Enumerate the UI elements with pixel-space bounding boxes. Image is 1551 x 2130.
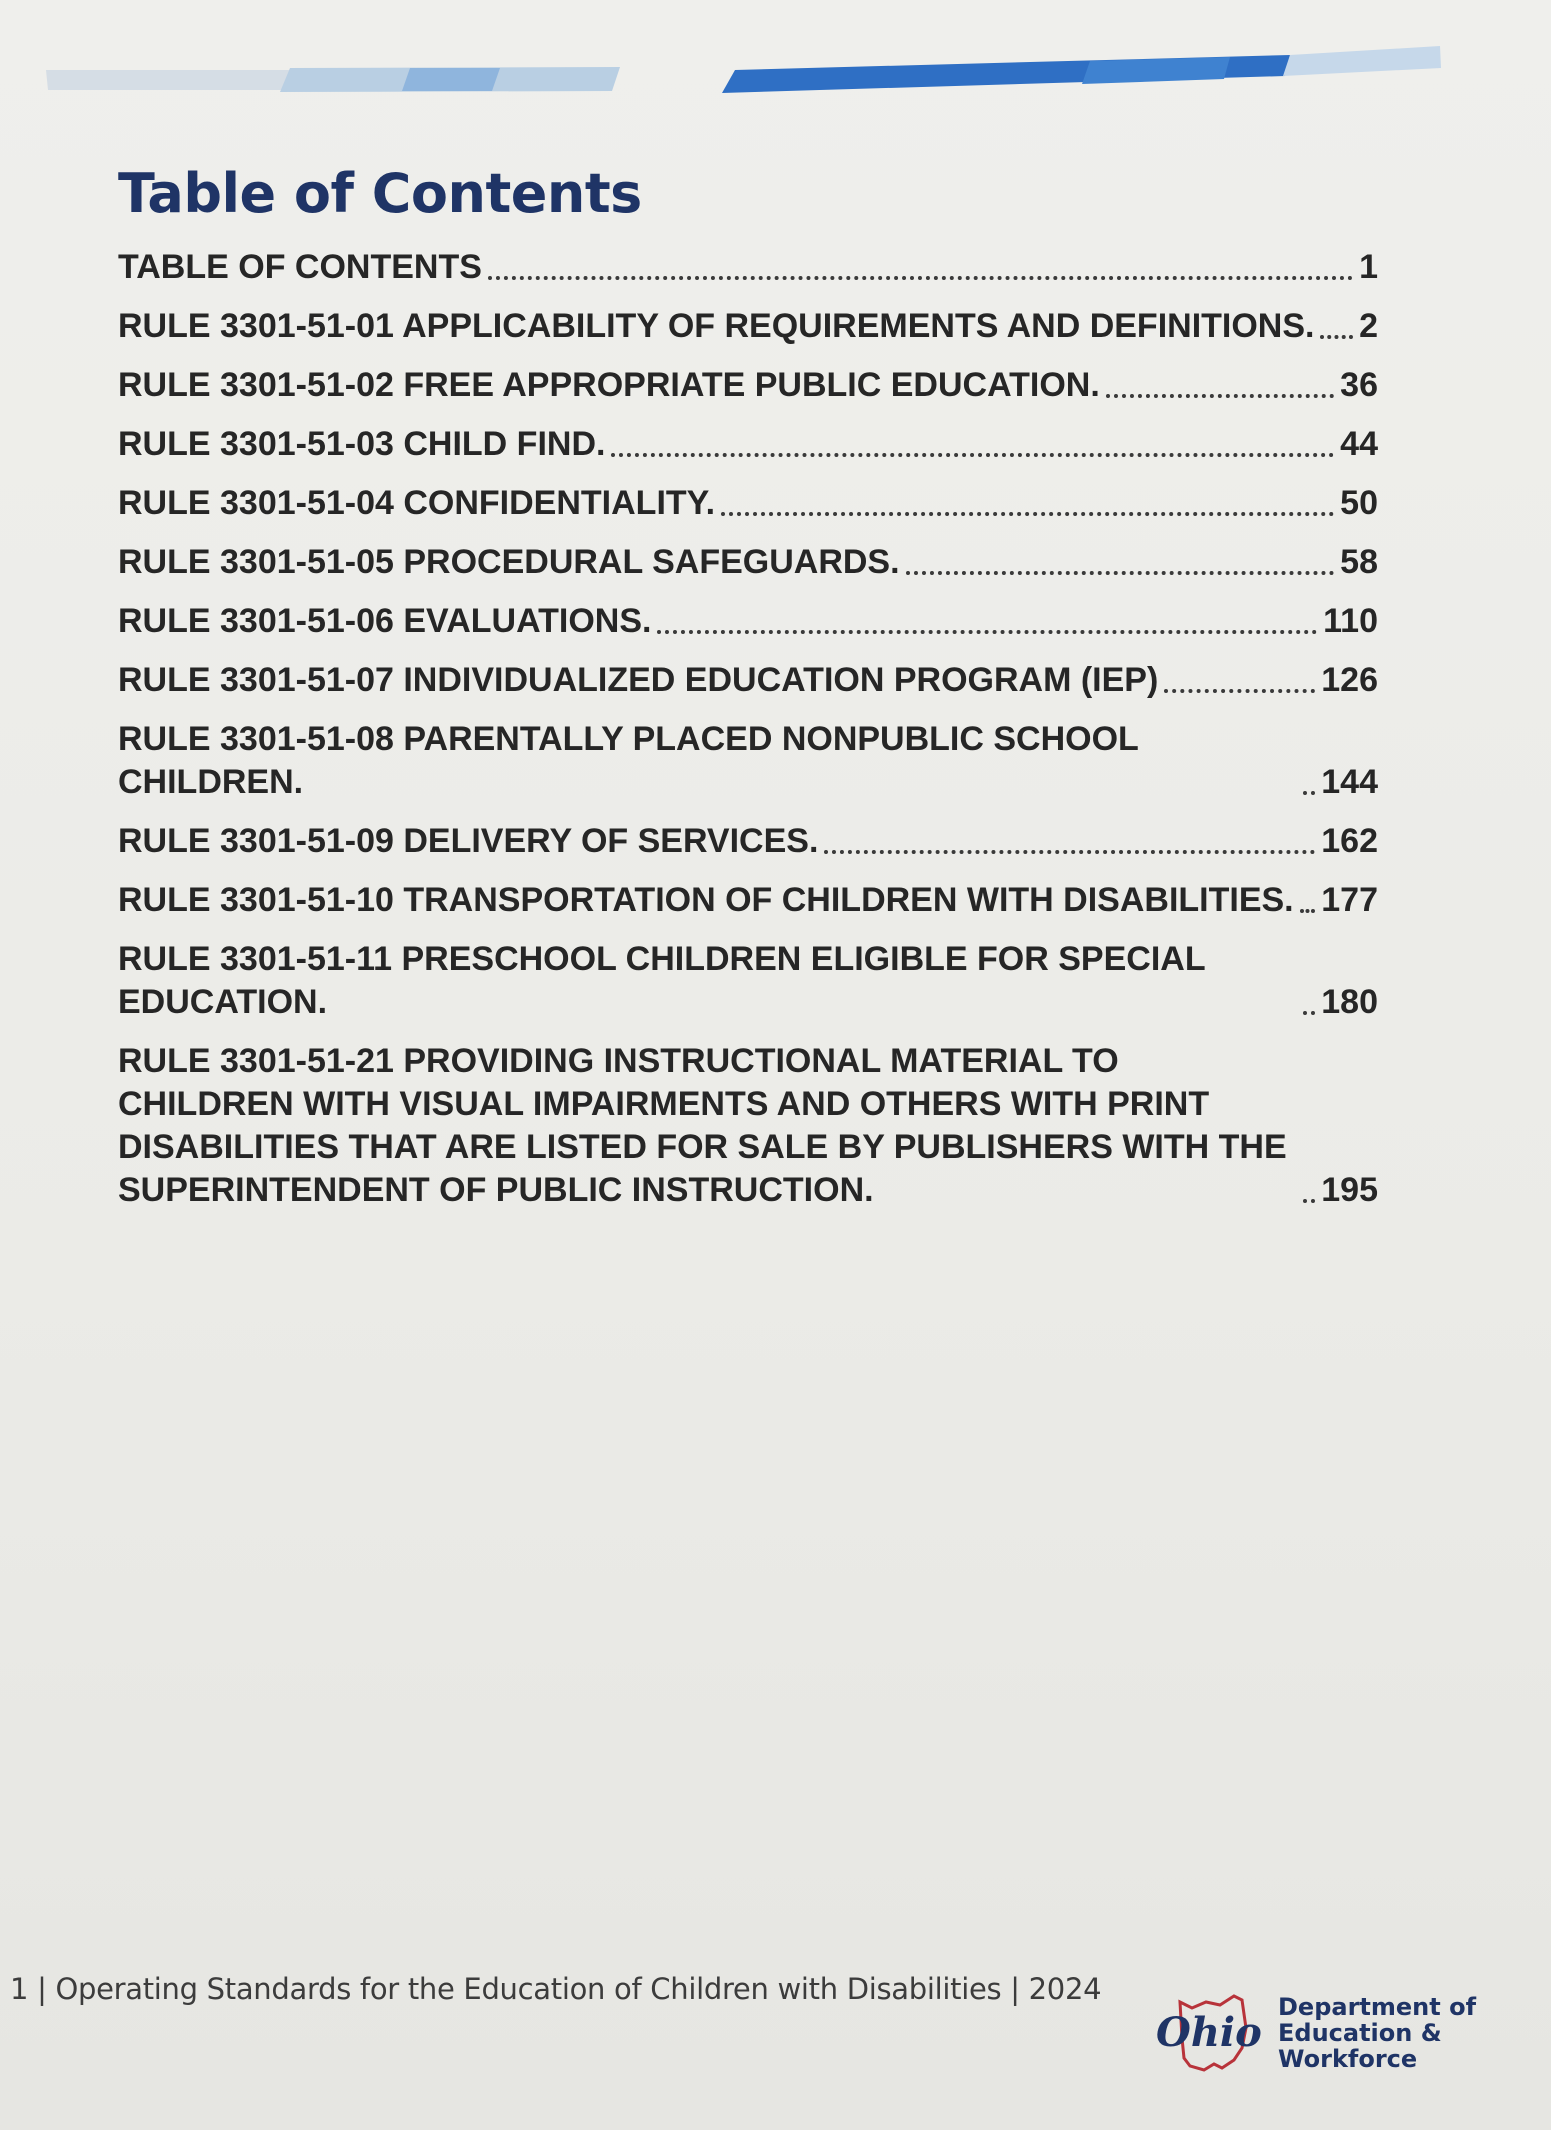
toc-page-number: 36 xyxy=(1340,366,1378,404)
agency-name-line3: Workforce xyxy=(1278,2045,1418,2073)
toc-page-number: 1 xyxy=(1359,248,1378,286)
toc-entry-title: RULE 3301-51-11 PRESCHOOL CHILDREN ELIGIBLE FOR SPECIAL EDUCATION. xyxy=(118,940,1205,1021)
toc-page-number: 180 xyxy=(1321,983,1378,1021)
toc-entry-title: RULE 3301-51-09 DELIVERY OF SERVICES. xyxy=(118,822,819,860)
header-decorative-stripes xyxy=(0,0,1551,120)
toc-entry[interactable] xyxy=(118,364,1378,407)
toc-dot-leader xyxy=(1164,689,1315,693)
toc-entry-title: RULE 3301-51-02 FREE APPROPRIATE PUBLIC EDUCATION. xyxy=(118,366,1100,404)
toc-entry[interactable] xyxy=(118,820,1378,863)
toc-list xyxy=(118,246,1378,1228)
toc-entry[interactable] xyxy=(118,305,1378,348)
toc-entry[interactable] xyxy=(118,541,1378,584)
toc-dot-leader xyxy=(824,850,1315,854)
toc-entry-title: TABLE OF CONTENTS xyxy=(118,248,482,286)
toc-entry[interactable] xyxy=(118,879,1378,922)
toc-entry[interactable] xyxy=(118,1040,1378,1212)
toc-entry[interactable] xyxy=(118,600,1378,643)
toc-entry[interactable] xyxy=(118,659,1378,702)
toc-entry-title: RULE 3301-51-01 APPLICABILITY OF REQUIREMENTS AND DEFINITIONS. xyxy=(118,307,1315,345)
toc-page-number: 177 xyxy=(1321,881,1378,919)
toc-entry-title: RULE 3301-51-10 TRANSPORTATION OF CHILDREN WITH DISABILITIES. xyxy=(118,881,1294,919)
toc-dot-leader xyxy=(721,512,1334,516)
toc-entry[interactable] xyxy=(118,246,1378,289)
ohio-state-icon xyxy=(1150,1988,1265,2072)
toc-entry[interactable] xyxy=(118,718,1378,804)
footer-text: 1 | Operating Standards for the Education of Children with Disabilities | 2024 xyxy=(10,1972,1102,2006)
toc-entry-title: RULE 3301-51-06 EVALUATIONS. xyxy=(118,602,652,640)
agency-name xyxy=(1278,1994,1476,2072)
agency-name-line2: Education & xyxy=(1278,2019,1442,2047)
toc-entry[interactable] xyxy=(118,938,1378,1024)
toc-page-number: 44 xyxy=(1340,425,1378,463)
toc-dot-leader xyxy=(1300,909,1316,913)
ohio-wordmark: Ohio xyxy=(1156,2009,1262,2056)
toc-page-number: 162 xyxy=(1321,822,1378,860)
toc-entry-title: RULE 3301-51-07 INDIVIDUALIZED EDUCATION PROGRAM (IEP) xyxy=(118,661,1159,699)
toc-page-number: 50 xyxy=(1340,484,1378,522)
agency-name-line1: Department of xyxy=(1278,1993,1477,2021)
toc-entry-title: RULE 3301-51-03 CHILD FIND. xyxy=(118,425,606,463)
toc-entry[interactable] xyxy=(118,423,1378,466)
toc-page-number: 110 xyxy=(1323,602,1378,640)
page-title: Table of Contents xyxy=(118,162,642,225)
toc-dot-leader xyxy=(906,571,1335,575)
toc-page-number: 126 xyxy=(1321,661,1378,699)
ohio-logo xyxy=(1150,1988,1540,2072)
toc-dot-leader xyxy=(611,453,1334,457)
toc-page-number: 195 xyxy=(1321,1171,1378,1209)
toc-dot-leader xyxy=(657,630,1317,634)
toc-page-number: 2 xyxy=(1359,307,1378,345)
toc-entry-title: RULE 3301-51-05 PROCEDURAL SAFEGUARDS. xyxy=(118,543,900,581)
toc-page-number: 58 xyxy=(1340,543,1378,581)
toc-entry[interactable] xyxy=(118,482,1378,525)
toc-entry-title: RULE 3301-51-21 PROVIDING INSTRUCTIONAL MATERIAL TO CHILDREN WITH VISUAL IMPAIRMENTS AND OTHERS WITH PRINT DISABILITIES THAT ARE LISTED FOR SALE BY PUBLISHERS WITH THE SUPERINTENDENT OF PUBLIC INSTRUCTION. xyxy=(118,1042,1287,1209)
toc-dot-leader xyxy=(1303,1011,1315,1015)
toc-page-number: 144 xyxy=(1321,763,1378,801)
toc-dot-leader xyxy=(1303,791,1315,795)
toc-entry-title: RULE 3301-51-04 CONFIDENTIALITY. xyxy=(118,484,716,522)
toc-dot-leader xyxy=(488,276,1353,280)
toc-dot-leader xyxy=(1106,394,1334,398)
toc-dot-leader xyxy=(1320,335,1353,339)
toc-dot-leader xyxy=(1303,1199,1315,1203)
toc-entry-title: RULE 3301-51-08 PARENTALLY PLACED NONPUBLIC SCHOOL CHILDREN. xyxy=(118,720,1139,801)
